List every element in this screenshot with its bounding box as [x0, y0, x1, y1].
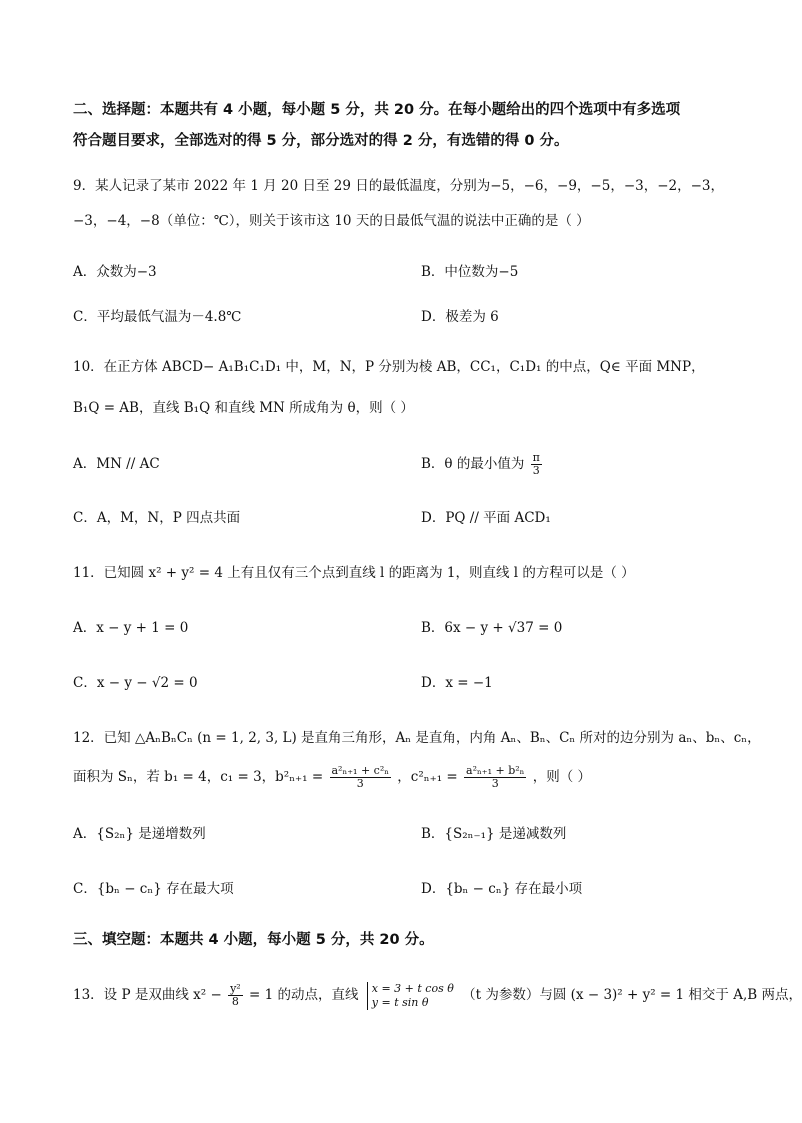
section3-heading: 三、填空题：本题共 4 小题，每小题 5 分，共 20 分。 — [73, 932, 434, 948]
section2-heading-line1: 二、选择题：本题共有 4 小题，每小题 5 分，共 20 分。在每小题给出的四个选项中有多选项 — [73, 102, 681, 118]
fraction-numerator: π — [532, 451, 540, 464]
q10-option-b-fraction — [531, 452, 542, 477]
q12-fraction-b — [330, 765, 391, 790]
q12-option-a: A．{S₂ₙ} 是递增数列 — [73, 826, 206, 842]
q11-option-a: A．x − y + 1 = 0 — [73, 620, 189, 636]
q10-option-b — [421, 452, 544, 477]
q9-stem-line2: −3，−4，−8（单位：℃），则关于该市这 10 天的日最低气温的说法中正确的是（ ） — [73, 213, 590, 229]
q11-options-row1 — [73, 618, 733, 638]
q13-parametric-system — [367, 982, 454, 1010]
q12-option-c: C．{bₙ − cₙ} 存在最大项 — [73, 881, 234, 897]
q10-options-row2 — [73, 508, 733, 528]
q13-part2: = 1 的动点，直线 — [248, 987, 359, 1003]
q9-stem-line1: 9．某人记录了某市 2022 年 1 月 20 日至 29 日的最低温度，分别为−5，−6，−9，−5，−3，−2，−3， — [73, 178, 725, 194]
q9-options-row1 — [73, 262, 733, 282]
q10-option-d: D．PQ // 平面 ACD₁ — [421, 510, 551, 526]
q10-stem-line2: B₁Q = AB，直线 B₁Q 和直线 MN 所成角为 θ，则（ ） — [73, 400, 414, 416]
q12-line2-part-c: ，则（ ） — [532, 769, 592, 785]
fraction-numerator: a²ₙ₊₁ + c²ₙ — [331, 764, 389, 777]
q13-part3: （t 为参数）与圆 (x − 3)² + y² = 1 相交于 A,B 两点， — [462, 987, 802, 1003]
q10-options-row1 — [73, 452, 733, 484]
q12-fraction-c — [464, 765, 526, 790]
fraction-numerator: a²ₙ₊₁ + b²ₙ — [466, 764, 525, 777]
q10-option-b-text: B．θ 的最小值为 — [421, 456, 525, 472]
q12-line2-part-b: ，c²ₙ₊₁ = — [397, 769, 458, 785]
fraction-denominator: 3 — [356, 777, 364, 790]
q13-system-line2: y = t sin θ — [371, 995, 429, 1009]
fraction-denominator: 8 — [231, 995, 239, 1008]
q11-option-b: B．6x − y + √37 = 0 — [421, 620, 563, 636]
section2-heading-line2: 符合题目要求，全部选对的得 5 分，部分选对的得 2 分，有选错的得 0 分。 — [73, 133, 569, 149]
q12-line2-part-a: 面积为 Sₙ，若 b₁ = 4，c₁ = 3，b²ₙ₊₁ = — [73, 769, 324, 785]
q12-stem-line2 — [73, 760, 733, 794]
q12-option-d: D．{bₙ − cₙ} 存在最小项 — [421, 881, 583, 897]
q10-option-c: C．A，M，N，P 四点共面 — [73, 510, 241, 526]
q10-option-a: A．MN // AC — [73, 456, 160, 472]
q13-system-line1: x = 3 + t cos θ — [371, 981, 454, 995]
q9-option-d: D．极差为 6 — [421, 309, 499, 325]
q11-option-c: C．x − y − √2 = 0 — [73, 675, 198, 691]
q9-option-b: B．中位数为−5 — [421, 264, 519, 280]
q10-stem-line1: 10．在正方体 ABCD− A₁B₁C₁D₁ 中，M，N，P 分别为棱 AB，CC₁，C₁D₁ 的中点，Q∈ 平面 MNP， — [73, 359, 705, 375]
q11-stem-line1: 11．已知圆 x² + y² = 4 上有且仅有三个点到直线 l 的距离为 1，则直线 l 的方程可以是（ ） — [73, 565, 635, 581]
q12-options-row1 — [73, 824, 733, 844]
q11-options-row2 — [73, 673, 733, 693]
q12-option-b: B．{S₂ₙ₋₁} 是递减数列 — [421, 826, 567, 842]
fraction-denominator: 3 — [532, 464, 540, 477]
q9-options-row2 — [73, 307, 733, 327]
q12-options-row2 — [73, 879, 733, 899]
q9-option-c: C．平均最低气温为－4.8℃ — [73, 309, 242, 325]
q9-option-a: A．众数为−3 — [73, 264, 157, 280]
fraction-denominator: 3 — [491, 777, 499, 790]
q13-fraction — [228, 983, 243, 1008]
fraction-numerator: y² — [230, 982, 241, 995]
q13-stem-line1 — [73, 975, 802, 1015]
q12-stem-line1: 12．已知 △AₙBₙCₙ (n = 1, 2, 3, L) 是直角三角形，Aₙ 是直角，内角 Aₙ、Bₙ、Cₙ 所对的边分别为 aₙ、bₙ、cₙ， — [73, 730, 761, 746]
q13-part1: 13．设 P 是双曲线 x² − — [73, 987, 222, 1003]
q11-option-d: D．x = −1 — [421, 675, 493, 691]
